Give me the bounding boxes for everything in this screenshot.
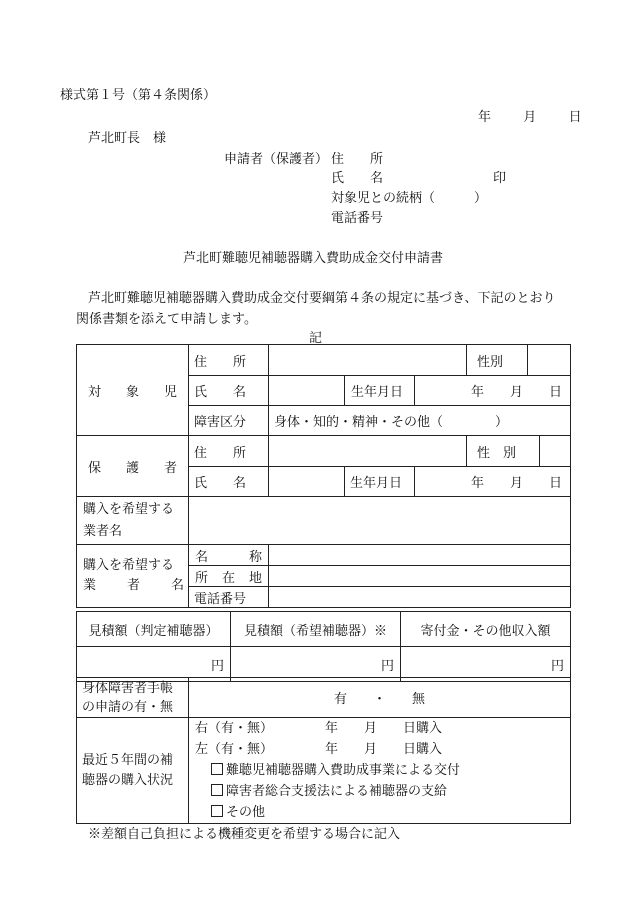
child-gender-cell [467, 345, 571, 376]
estimate-judged-header: 見積額（判定補聴器） [77, 612, 231, 647]
intro-line-2: 関係書類を添えて申請します。 [76, 312, 257, 327]
checkbox-icon[interactable] [211, 784, 223, 796]
document-title: 芦北町難聴児補聴器購入費助成金交付申請書 [183, 251, 444, 266]
vendor-detail-heading: 購入を希望する 業 者 名 [77, 545, 189, 608]
guardian-address-field[interactable] [269, 436, 467, 467]
vendor-location-label: 所在地 [189, 566, 269, 587]
vendor-company-label: 名 称 [189, 545, 269, 566]
guardian-heading: 保 護 者 [77, 436, 189, 497]
child-disability-label: 障害区分 [189, 406, 269, 436]
date-year: 年 [478, 110, 492, 125]
applicant-name-label: 氏 名 [331, 171, 384, 186]
history-option-2[interactable]: 障害者総合支援法による補聴器の支給 [195, 781, 565, 802]
vendor-company-field[interactable] [269, 545, 571, 566]
guardian-name-field[interactable] [269, 467, 345, 497]
guardian-gender-label: 性 別 [467, 436, 540, 466]
child-disability-field[interactable]: 身体・知的・精神・その他（ ） [269, 406, 571, 436]
child-address-label: 住 所 [189, 345, 269, 376]
checkbox-icon[interactable] [211, 763, 223, 775]
history-right-row[interactable] [195, 718, 565, 739]
child-name-field[interactable] [269, 376, 345, 406]
footnote: ※差額自己負担による機種変更を希望する場合に記入 [88, 827, 401, 842]
guardian-address-label: 住 所 [189, 436, 269, 467]
guardian-gender-field[interactable] [540, 436, 570, 466]
child-birth-field[interactable]: 年 月 日 [415, 376, 571, 406]
relationship-label: 対象児との続柄（ ） [331, 191, 488, 206]
guardian-gender-cell [467, 436, 571, 467]
history-left-label: 左（有・無） [195, 742, 274, 757]
history-option-1[interactable]: 難聴児補聴器購入費助成事業による交付 [195, 760, 565, 781]
history-table [76, 677, 571, 824]
applicant-info-table [76, 344, 571, 608]
vendor-name-field[interactable] [189, 497, 571, 545]
applicant-address-label: 住 所 [331, 152, 384, 167]
history-left-row[interactable] [195, 739, 565, 760]
vendor-location-field[interactable] [269, 566, 571, 587]
vendor-heading: 購入を希望する業者名 [77, 497, 189, 545]
child-gender-field[interactable] [528, 345, 570, 375]
child-gender-label: 性別 [467, 345, 528, 375]
donation-header: 寄付金・その他収入額 [401, 612, 571, 647]
child-birth-cell [345, 376, 415, 406]
history-label: 最近５年間の補 聴器の購入状況 [77, 718, 189, 824]
history-right-date: 年 月 日購入 [325, 721, 443, 736]
date-day: 日 [568, 110, 582, 125]
applicant-phone-label: 電話番号 [331, 211, 384, 226]
guardian-name-label: 氏 名 [189, 467, 269, 497]
donation-field[interactable]: 円 [401, 647, 571, 682]
history-left-date: 年 月 日購入 [325, 742, 443, 757]
intro-line-1: 芦北町難聴児補聴器購入費助成金交付要綱第４条の規定に基づき、下記のとおり [88, 291, 556, 306]
date-month: 月 [523, 110, 537, 125]
history-option-3[interactable]: その他 [195, 802, 565, 823]
guardian-birth-label: 生年月日 [345, 467, 415, 497]
history-field [189, 718, 571, 824]
child-address-field[interactable] [269, 345, 467, 376]
handbook-field[interactable]: 有 ・ 無 [189, 678, 571, 718]
vendor-phone-field[interactable] [269, 587, 571, 608]
application-date [478, 106, 582, 125]
estimate-desired-header: 見積額（希望補聴器）※ [231, 612, 401, 647]
addressee: 芦北町長 様 [88, 131, 167, 146]
child-heading: 対 象 児 [77, 345, 189, 436]
history-right-label: 右（有・無） [195, 721, 274, 736]
guardian-birth-field[interactable]: 年 月 日 [415, 467, 571, 497]
child-birth-label: 生年月日 [351, 385, 404, 400]
seal-mark: 印 [493, 171, 507, 186]
checkbox-icon[interactable] [211, 805, 223, 817]
form-number: 様式第１号（第４条関係） [60, 88, 217, 103]
ki-marker: 記 [309, 331, 323, 346]
applicant-label: 申請者（保護者） [224, 152, 329, 167]
child-name-label: 氏 名 [189, 376, 269, 406]
estimate-desired-field[interactable]: 円 [231, 647, 401, 682]
vendor-phone-label: 電話番号 [189, 587, 269, 608]
estimates-table [76, 611, 571, 682]
estimate-judged-field[interactable]: 円 [77, 647, 231, 682]
handbook-label: 身体障害者手帳 の申請の有・無 [77, 678, 189, 718]
